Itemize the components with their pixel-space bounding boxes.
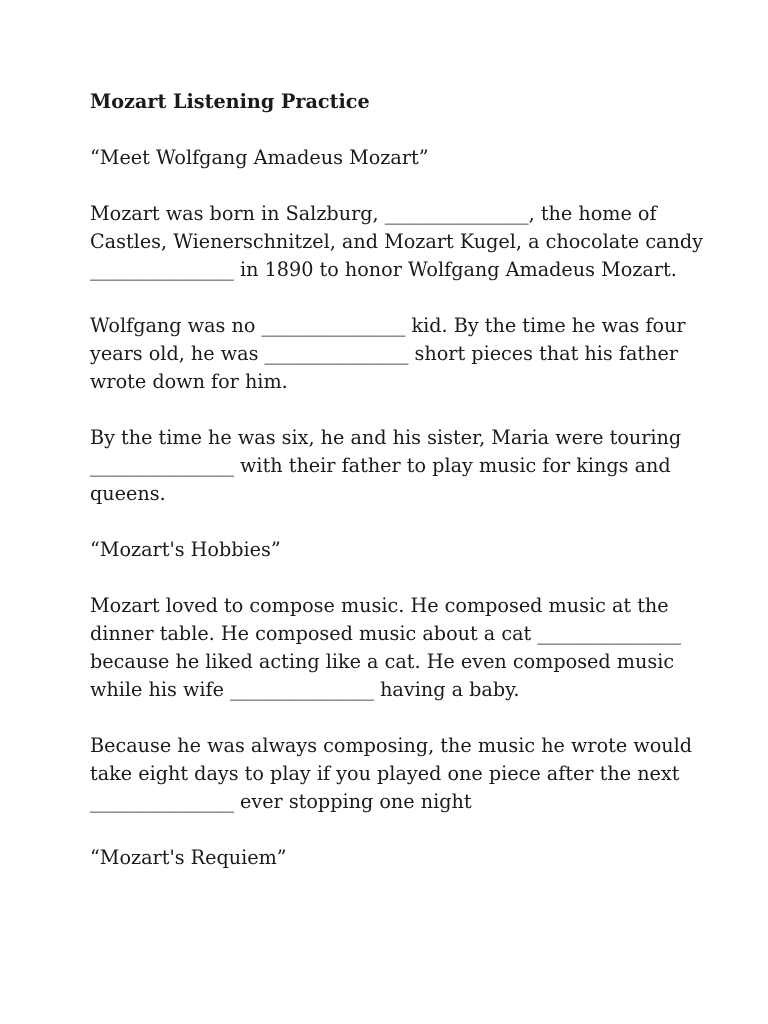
section-heading-meet-mozart: “Meet Wolfgang Amadeus Mozart”	[90, 146, 429, 169]
paragraph-line: Mozart loved to compose music. He composed music at the	[90, 594, 669, 617]
paragraph-line: _______________ in 1890 to honor Wolfgang Amadeus Mozart.	[90, 258, 677, 281]
paragraph-line: Because he was always composing, the music he wrote would	[90, 734, 693, 757]
paragraph-line: _______________ with their father to play music for kings and	[90, 454, 671, 477]
document-title: Mozart Listening Practice	[90, 90, 370, 113]
paragraph-line: By the time he was six, he and his sister, Maria were touring	[90, 426, 682, 449]
paragraph-line: Mozart was born in Salzburg, _______________, the home of	[90, 202, 657, 225]
paragraph-line: years old, he was _______________ short pieces that his father	[90, 342, 679, 365]
paragraph-line: because he liked acting like a cat. He even composed music	[90, 650, 675, 673]
paragraph-line: queens.	[90, 482, 166, 505]
paragraph-line: take eight days to play if you played one piece after the next	[90, 762, 680, 785]
paragraph-line: dinner table. He composed music about a cat _______________	[90, 622, 682, 645]
paragraph-line: wrote down for him.	[90, 370, 288, 393]
paragraph-composing	[90, 592, 730, 704]
section-heading-hobbies: “Mozart's Hobbies”	[90, 538, 281, 561]
paragraph-line: Wolfgang was no _______________ kid. By the time he was four	[90, 314, 686, 337]
paragraph-line: Castles, Wienerschnitzel, and Mozart Kugel, a chocolate candy	[90, 230, 703, 253]
worksheet-page	[90, 88, 730, 872]
section-heading-requiem: “Mozart's Requiem”	[90, 846, 287, 869]
paragraph-childhood	[90, 312, 730, 396]
paragraph-line: _______________ ever stopping one night	[90, 790, 472, 813]
paragraph-line: while his wife _______________ having a baby.	[90, 678, 520, 701]
paragraph-birth	[90, 200, 730, 284]
paragraph-eight-days	[90, 732, 730, 816]
paragraph-touring	[90, 424, 730, 508]
